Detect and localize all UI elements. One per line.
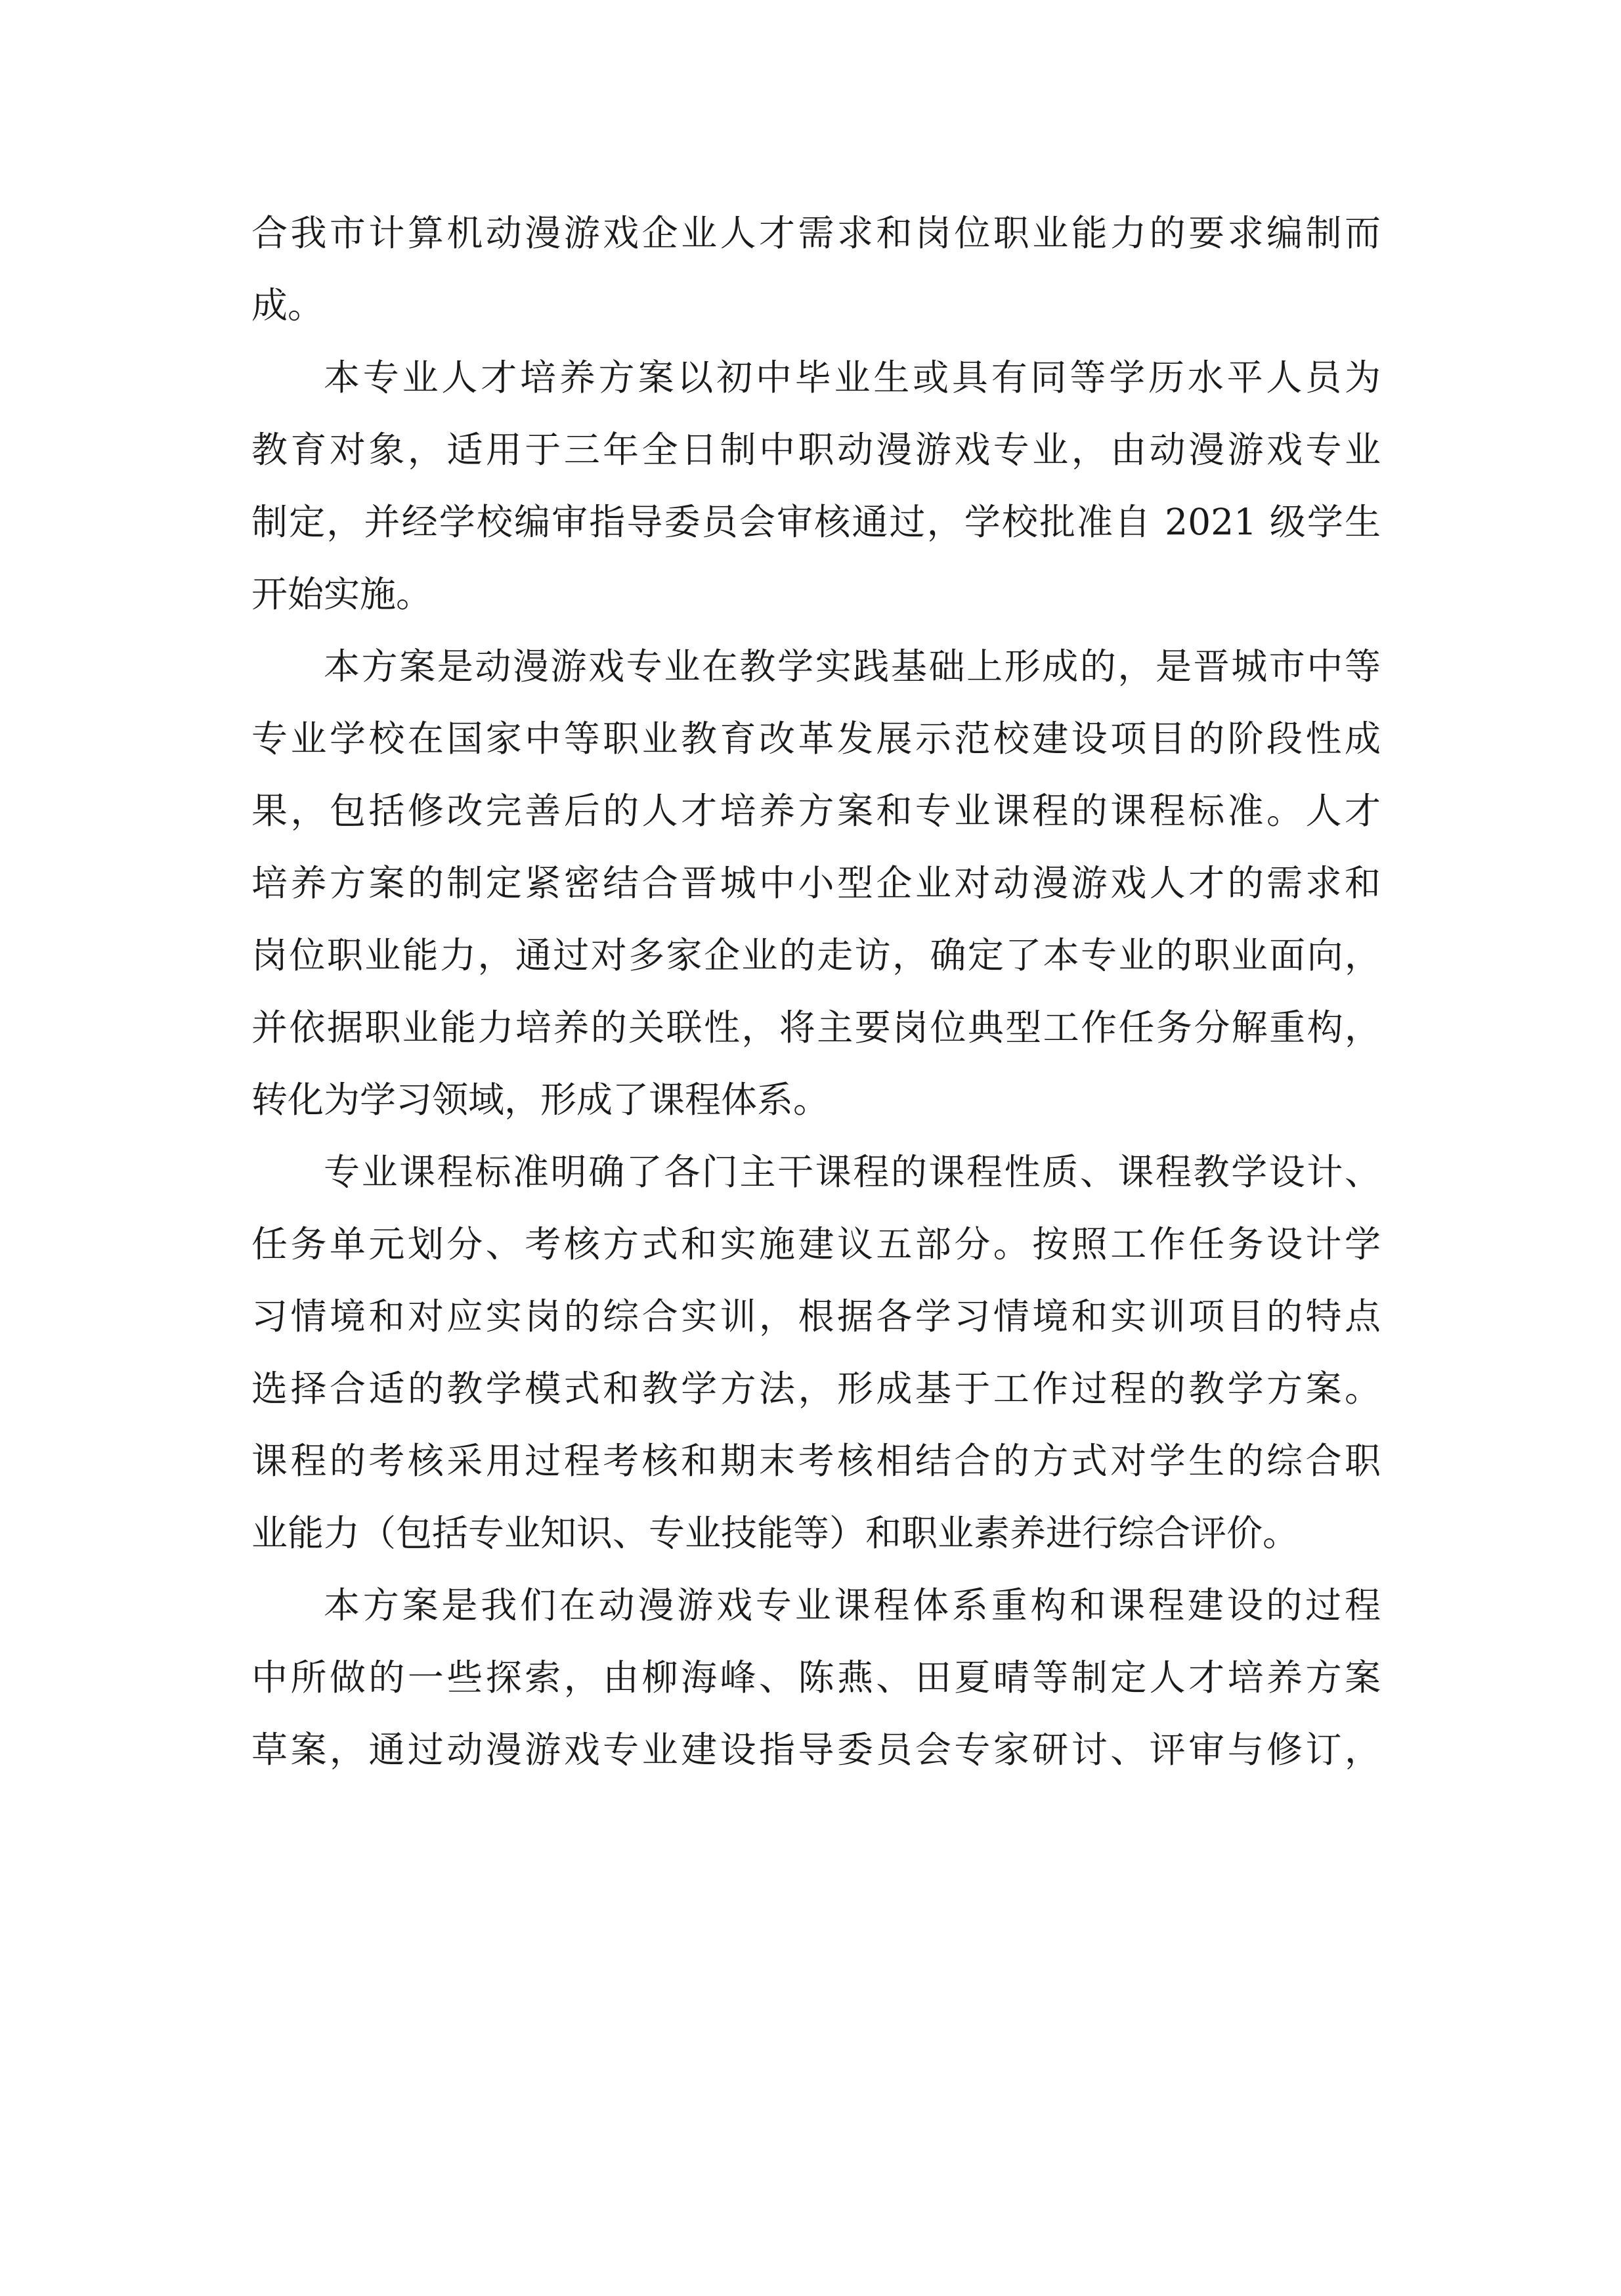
text-line: 本方案是我们在动漫游戏专业课程体系重构和课程建设的过程 <box>324 1584 1381 1626</box>
document-body <box>251 197 1381 1786</box>
text-line: 培养方案的制定紧密结合晋城中小型企业对动漫游戏人才的需求和 <box>251 862 1381 904</box>
text-line: 中所做的一些探索，由柳海峰、陈燕、田夏晴等制定人才培养方案 <box>251 1657 1381 1699</box>
text-line: 教育对象，适用于三年全日制中职动漫游戏专业，由动漫游戏专业 <box>251 429 1381 471</box>
paragraph-5 <box>251 1569 1381 1786</box>
text-line: 专业课程标准明确了各门主干课程的课程性质、课程教学设计、 <box>324 1151 1381 1193</box>
text-line: 转化为学习领域，形成了课程体系。 <box>251 1079 830 1121</box>
text-line: 专业学校在国家中等职业教育改革发展示范校建设项目的阶段性成 <box>251 718 1381 760</box>
text-line: 果，包括修改完善后的人才培养方案和专业课程的课程标准。人才 <box>251 790 1381 832</box>
text-line: 开始实施。 <box>251 573 433 615</box>
text-line: 本专业人才培养方案以初中毕业生或具有同等学历水平人员为 <box>324 357 1381 399</box>
text-line: 制定，并经学校编审指导委员会审核通过，学校批准自 2021 级学生 <box>251 501 1381 543</box>
paragraph-3 <box>251 630 1381 1136</box>
text-line: 草案，通过动漫游戏专业建设指导委员会专家研讨、评审与修订， <box>251 1729 1381 1771</box>
text-line: 习情境和对应实岗的综合实训，根据各学习情境和实训项目的特点 <box>251 1295 1381 1337</box>
text-line: 任务单元划分、考核方式和实施建议五部分。按照工作任务设计学 <box>251 1223 1381 1265</box>
text-line: 合我市计算机动漫游戏企业人才需求和岗位职业能力的要求编制而 <box>251 212 1381 254</box>
paragraph-1 <box>251 197 1381 341</box>
paragraph-4 <box>251 1136 1381 1569</box>
text-line: 选择合适的教学模式和教学方法，形成基于工作过程的教学方案。 <box>251 1368 1381 1410</box>
paragraph-2 <box>251 341 1381 630</box>
text-line: 并依据职业能力培养的关联性，将主要岗位典型工作任务分解重构， <box>251 1007 1381 1049</box>
text-line: 岗位职业能力，通过对多家企业的走访，确定了本专业的职业面向， <box>251 934 1381 976</box>
text-line: 课程的考核采用过程考核和期末考核相结合的方式对学生的综合职 <box>251 1440 1381 1482</box>
text-line: 本方案是动漫游戏专业在教学实践基础上形成的，是晋城市中等 <box>324 645 1381 687</box>
text-line: 业能力（包括专业知识、专业技能等）和职业素养进行综合评价。 <box>251 1512 1299 1554</box>
text-line: 成。 <box>251 284 324 326</box>
